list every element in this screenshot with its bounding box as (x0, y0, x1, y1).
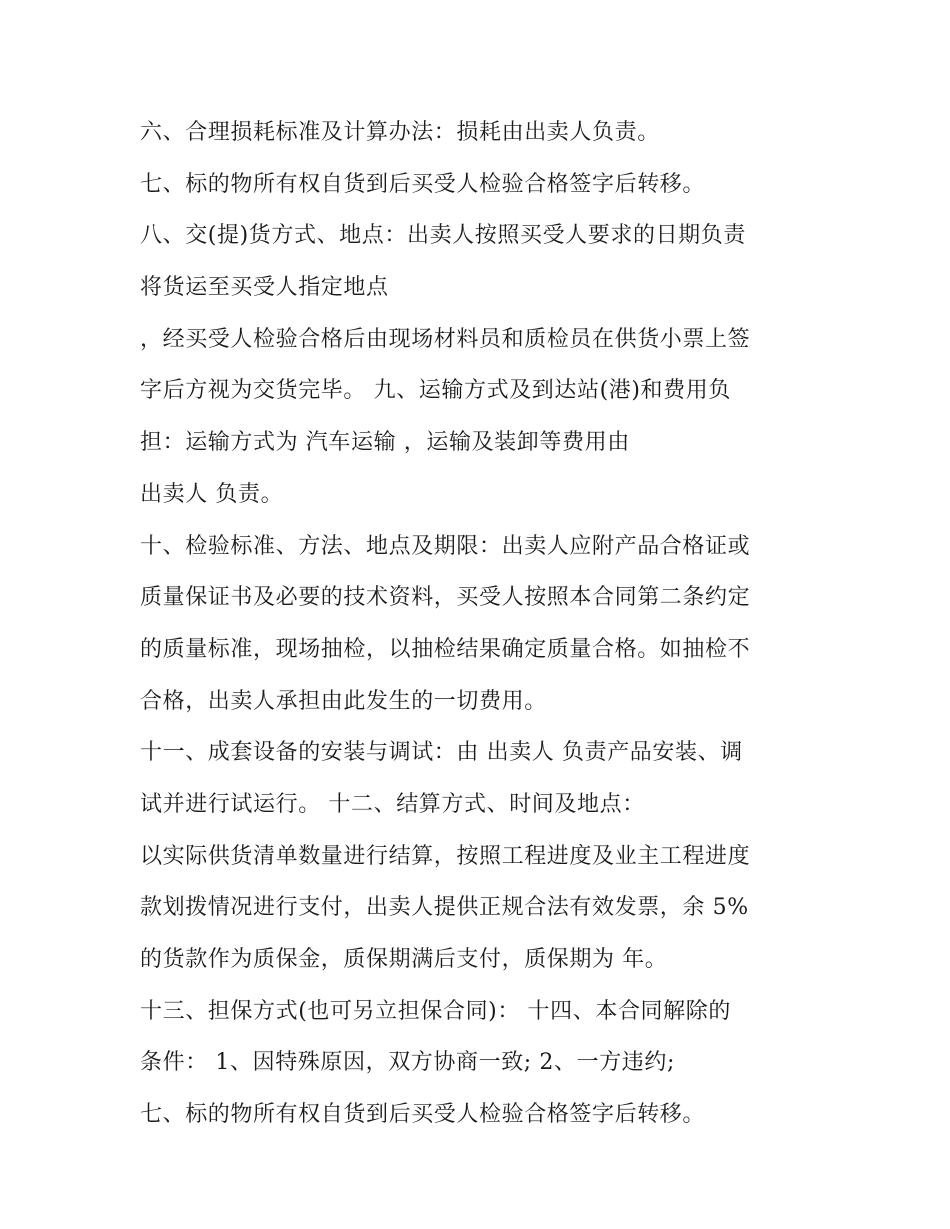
text-line: 七、标的物所有权自货到后买受人检验合格签字后转移。 (140, 1102, 706, 1128)
text-line: 质量保证书及必要的技术资料，买受人按照本合同第二条约定 (140, 585, 751, 611)
text-line: 将货运至买受人指定地点 (140, 275, 389, 301)
text-line: 试并进行试运行。 十二、结算方式、时间及地点： (140, 791, 645, 817)
text-line: 七、标的物所有权自货到后买受人检验合格签字后转移。 (140, 171, 706, 197)
text-line: 六、合理损耗标准及计算办法：损耗由出卖人负责。 (140, 120, 660, 145)
text-line: 款划拨情况进行支付，出卖人提供正规合法有效发票，余 5% (140, 895, 749, 921)
text-line: 合格，出卖人承担由此发生的一切费用。 (140, 688, 547, 714)
text-line: 十、检验标准、方法、地点及期限：出卖人应附产品合格证或 (140, 533, 751, 559)
text-line: 担：运输方式为 汽车运输 ，运输及装卸等费用由 (140, 430, 630, 456)
text-line: 条件： 1、因特殊原因，双方协商一致; 2、一方违约; (140, 1050, 676, 1076)
text-line: 八、交(提)货方式、地点：出卖人按照买受人要求的日期负责 (140, 223, 746, 249)
text-line: 的货款作为质保金，质保期满后支付，质保期为 年。 (140, 947, 668, 972)
text-line: 十三、担保方式(也可另立担保合同)： 十四、本合同解除的 (140, 998, 731, 1024)
text-line: ，经买受人检验合格后由现场材料员和质检员在供货小票上签 (140, 326, 751, 352)
contract-body-text (140, 107, 830, 1141)
text-line: 出卖人 负责。 (140, 481, 284, 507)
text-line: 以实际供货清单数量进行结算，按照工程进度及业主工程进度 (140, 843, 751, 869)
text-line: 字后方视为交货完毕。 九、运输方式及到达站(港)和费用负 (140, 378, 731, 404)
text-line: 十一、成套设备的安装与调试：由 出卖人 负责产品安装、调 (140, 740, 743, 766)
text-line: 的质量标准，现场抽检，以抽检结果确定质量合格。如抽检不 (140, 636, 751, 662)
